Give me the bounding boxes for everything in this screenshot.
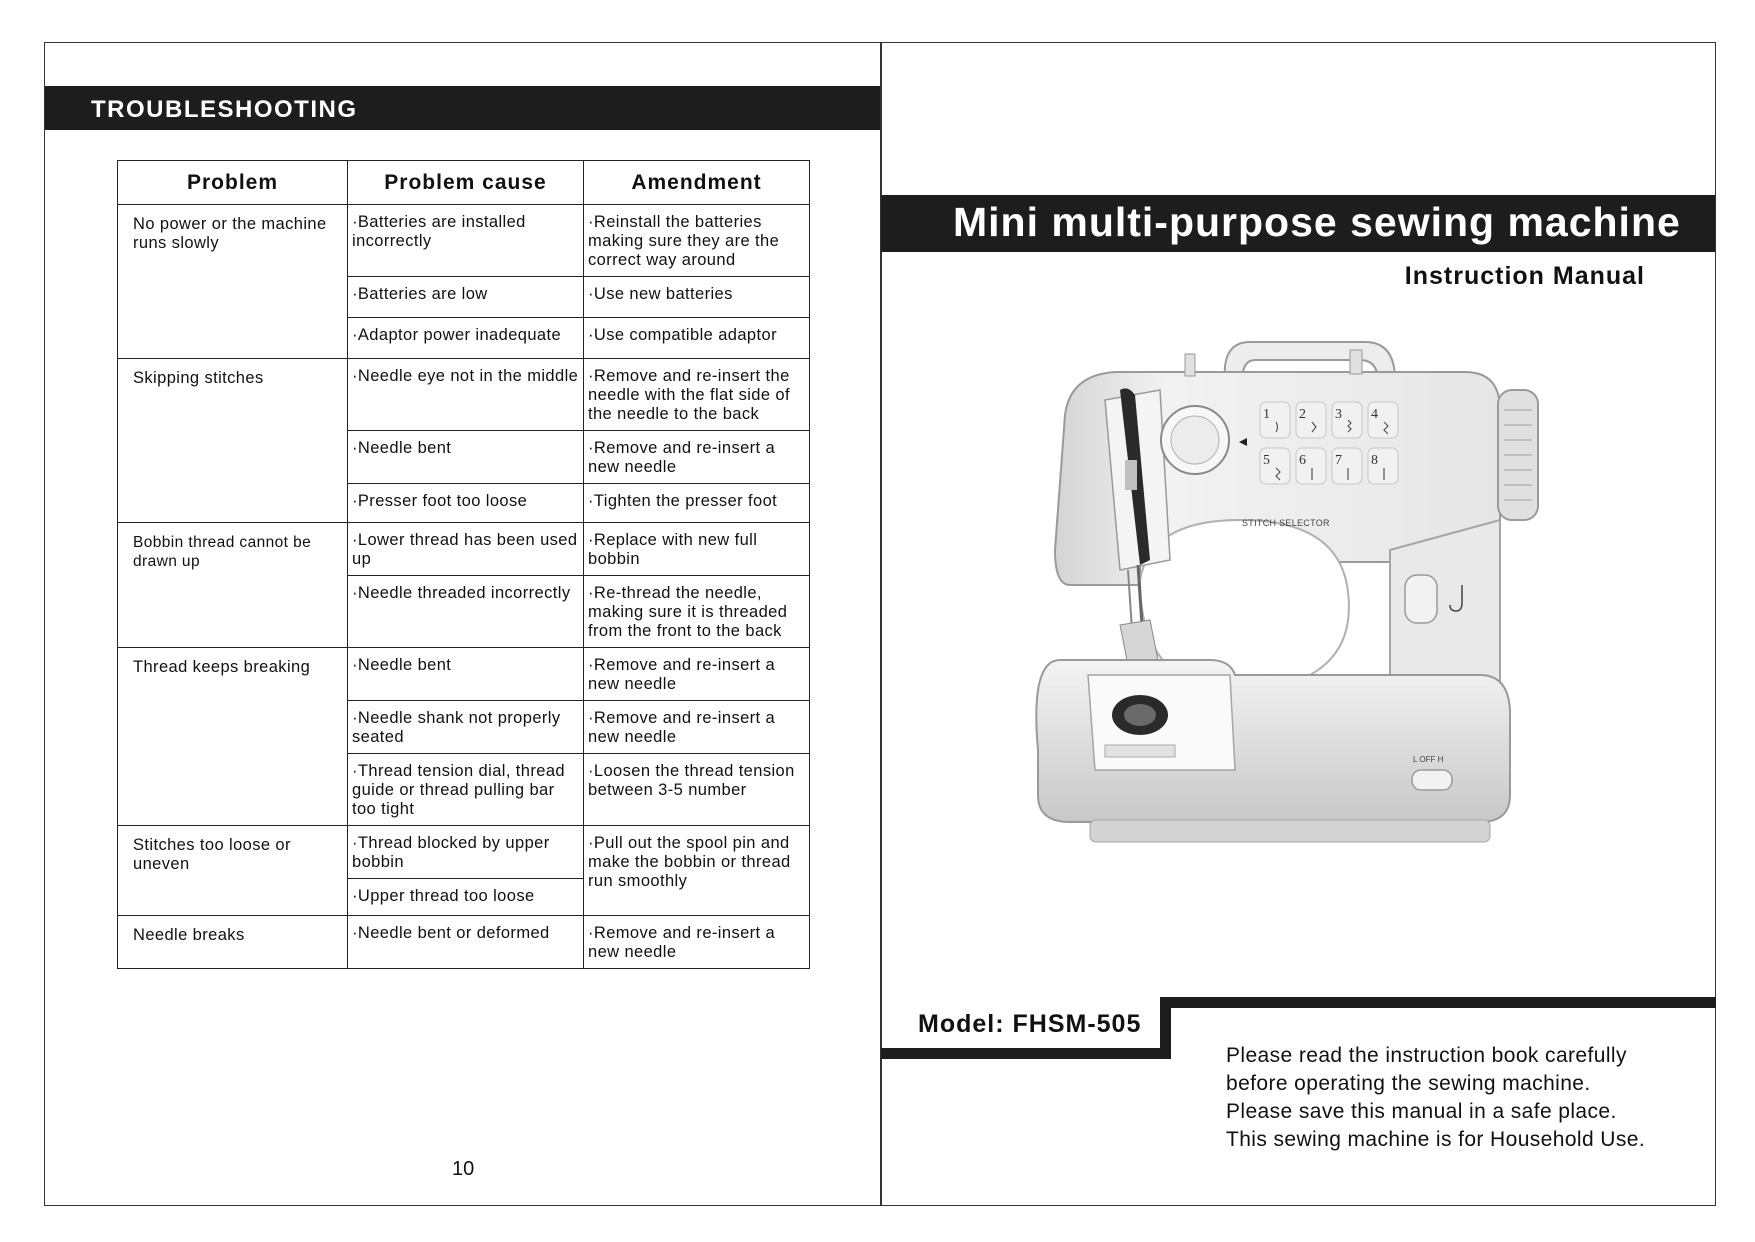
amendment-cell: ·Loosen the thread tension between 3-5 number [584, 754, 810, 826]
stitch-number: 4 [1371, 407, 1378, 422]
troubleshooting-header [45, 86, 880, 130]
cause-cell: ·Needle bent [348, 431, 584, 484]
table-row [118, 826, 810, 879]
page-number: 10 [452, 1158, 475, 1180]
manual-title: Mini multi-purpose sewing machine [953, 199, 1681, 245]
note-line: before operating the sewing machine. [1226, 1072, 1591, 1095]
table-row [118, 916, 810, 969]
column-header-cause: Problem cause [348, 161, 584, 205]
model-bar-bottom [881, 1048, 1171, 1059]
amendment-cell: ·Reinstall the batteries making sure they are the correct way around [584, 205, 810, 277]
note-line: Please read the instruction book carefully [1226, 1044, 1627, 1067]
cause-cell: ·Batteries are installed incorrectly [348, 205, 584, 277]
power-switch-label: L OFF H [1413, 755, 1444, 764]
model-bar-top [1160, 997, 1716, 1008]
amendment-cell: ·Use new batteries [584, 277, 810, 318]
amendment-cell: ·Remove and re-insert a new needle [584, 916, 810, 969]
table-header-row [118, 161, 810, 205]
problem-cell: Bobbin thread cannot be drawn up [118, 523, 348, 648]
table-row [118, 359, 810, 431]
amendment-cell: ·Replace with new full bobbin [584, 523, 810, 576]
column-header-problem: Problem [118, 161, 348, 205]
stitch-selector-label: STITCH SELECTOR [1242, 518, 1330, 528]
problem-cell: Thread keeps breaking [118, 648, 348, 826]
note-line: Please save this manual in a safe place. [1226, 1100, 1617, 1123]
troubleshooting-table [117, 160, 810, 969]
stitch-number: 7 [1335, 453, 1342, 468]
manual-subtitle: Instruction Manual [1404, 262, 1645, 290]
note-line: This sewing machine is for Household Use. [1226, 1128, 1646, 1151]
stitch-number: 2 [1299, 407, 1306, 422]
cause-cell: ·Batteries are low [348, 277, 584, 318]
amendment-cell: ·Use compatible adaptor [584, 318, 810, 359]
stitch-number: 1 [1263, 407, 1270, 422]
cause-cell: ·Presser foot too loose [348, 484, 584, 523]
cause-cell: ·Thread tension dial, thread guide or thread pulling bar too tight [348, 754, 584, 826]
cause-cell: ·Upper thread too loose [348, 879, 584, 916]
cause-cell: ·Lower thread has been used up [348, 523, 584, 576]
amendment-cell: ·Remove and re-insert the needle with the flat side of the needle to the back [584, 359, 810, 431]
amendment-cell: ·Pull out the spool pin and make the bobbin or thread run smoothly [584, 826, 810, 916]
cause-cell: ·Needle bent or deformed [348, 916, 584, 969]
amendment-cell: ·Tighten the presser foot [584, 484, 810, 523]
stitch-number: 3 [1335, 407, 1342, 422]
amendment-cell: ·Remove and re-insert a new needle [584, 648, 810, 701]
cause-cell: ·Adaptor power inadequate [348, 318, 584, 359]
problem-cell: Stitches too loose or uneven [118, 826, 348, 916]
cause-cell: ·Needle bent [348, 648, 584, 701]
model-number: Model: FHSM-505 [918, 1010, 1142, 1038]
table-row [118, 648, 810, 701]
problem-cell: Skipping stitches [118, 359, 348, 523]
stitch-number: 6 [1299, 453, 1306, 468]
table-row [118, 523, 810, 576]
problem-cell: No power or the machine runs slowly [118, 205, 348, 359]
cause-cell: ·Needle shank not properly seated [348, 701, 584, 754]
cause-cell: ·Thread blocked by upper bobbin [348, 826, 584, 879]
cause-cell: ·Needle threaded incorrectly [348, 576, 584, 648]
stitch-number: 5 [1263, 453, 1270, 468]
usage-notes [1226, 1042, 1645, 1154]
sewing-machine-illustration [1010, 330, 1580, 870]
problem-cell: Needle breaks [118, 916, 348, 969]
stitch-number: 8 [1371, 453, 1378, 468]
title-band [881, 195, 1715, 252]
amendment-cell: ·Re-thread the needle, making sure it is threaded from the front to the back [584, 576, 810, 648]
table-row [118, 205, 810, 277]
cause-cell: ·Needle eye not in the middle [348, 359, 584, 431]
amendment-cell: ·Remove and re-insert a new needle [584, 431, 810, 484]
section-title: TROUBLESHOOTING [91, 96, 358, 123]
amendment-cell: ·Remove and re-insert a new needle [584, 701, 810, 754]
column-header-amendment: Amendment [584, 161, 810, 205]
